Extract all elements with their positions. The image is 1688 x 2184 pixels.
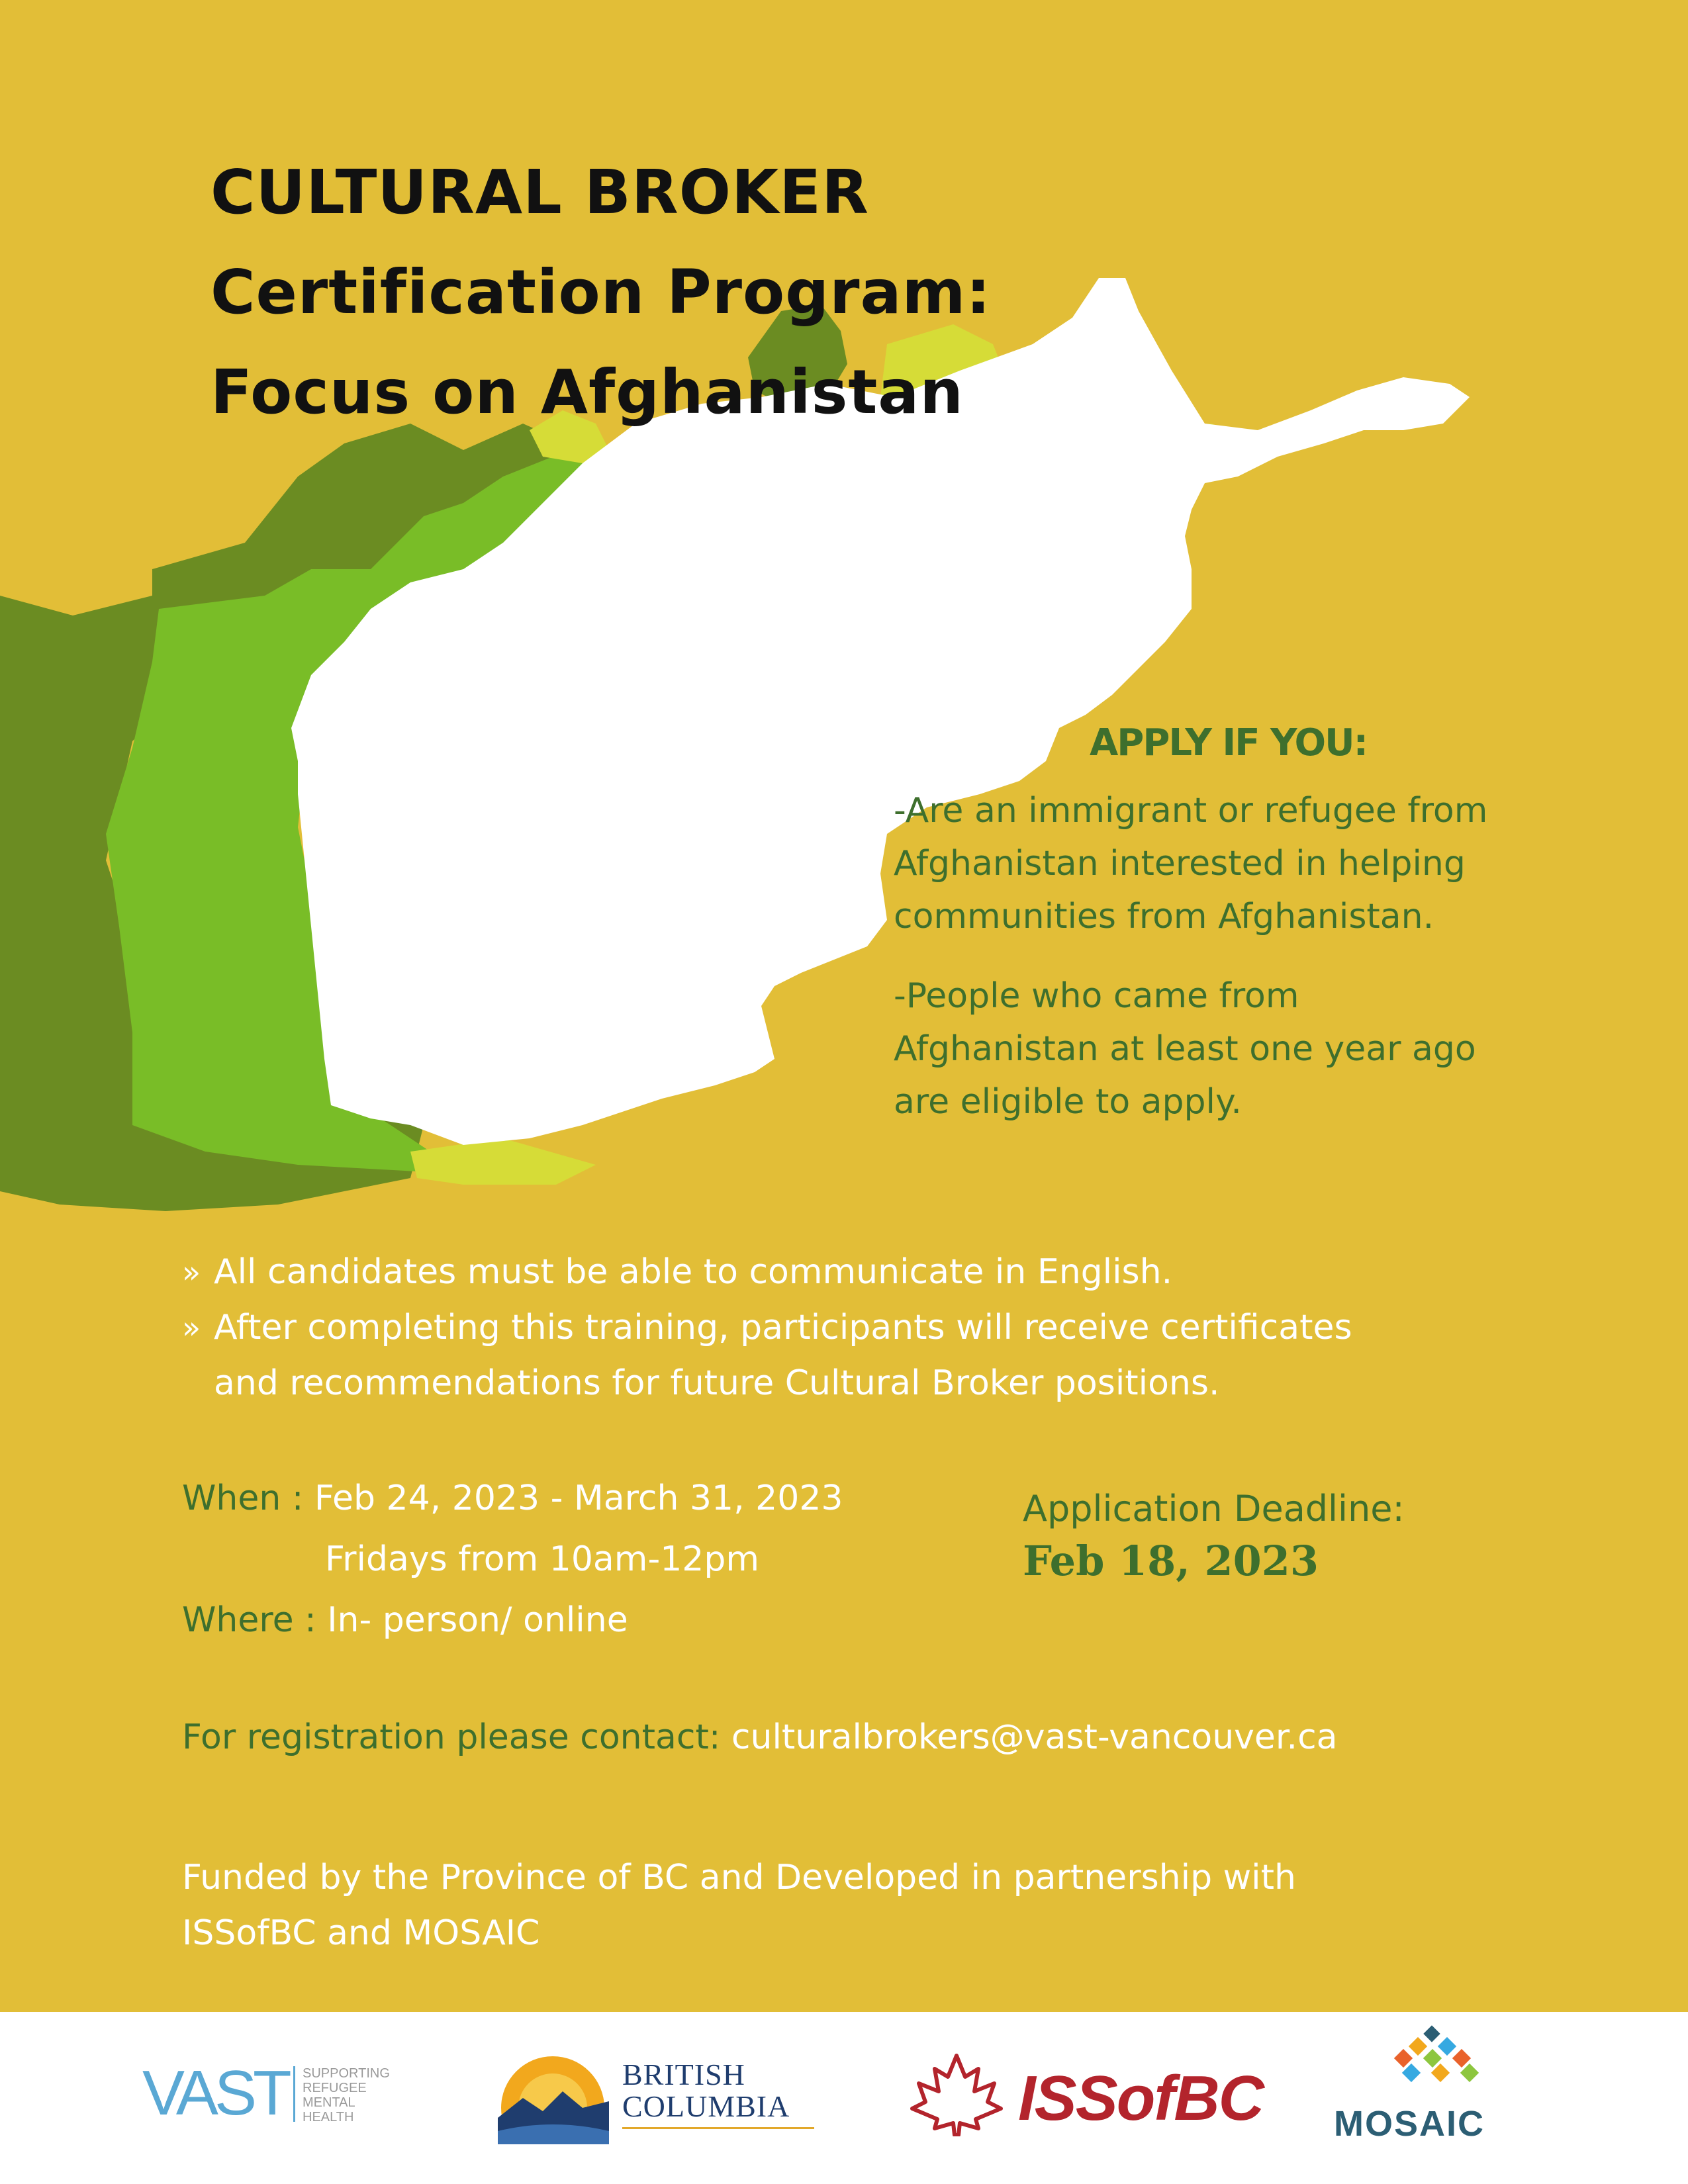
title-line-2: Certification Program: [211,257,992,328]
vast-tagline-line-1: SUPPORTING [303,2066,390,2081]
requirements-list [182,1244,1539,1411]
map-region-south-yellow [410,1138,596,1185]
bc-logo-line-2: COLUMBIA [622,2089,790,2123]
schedule-block [182,1468,843,1651]
requirement-text-2-line-2: and recommendations for future Cultural Broker positions. [214,1363,1220,1403]
apply-item-1-line-1: -Are an immigrant or refugee from [894,791,1488,831]
funding-line-1: Funded by the Province of BC and Developed in partnership with [182,1858,1296,1897]
vast-tagline-line-2: REFUGEE [303,2081,367,2095]
contact-email[interactable]: culturalbrokers@vast-vancouver.ca [731,1717,1338,1757]
apply-item-2 [894,970,1575,1128]
requirement-text-2-line-1: After completing this training, participants will receive certificates [214,1308,1352,1347]
title-line-1: CULTURAL BROKER [211,157,869,228]
mosaic-logo [1324,2019,1549,2151]
bullet-arrow-icon: » [182,1310,201,1345]
funding-note [182,1850,1506,1961]
title-line-3: Focus on Afghanistan [211,357,964,428]
when-time: Fridays from 10am-12pm [325,1539,760,1579]
where-row [182,1590,843,1651]
bc-logo-line-1: BRITISH [622,2058,745,2091]
vast-logo [142,2057,420,2130]
page-title [211,142,991,442]
vast-logo-divider [293,2066,295,2122]
when-time-row [182,1529,843,1590]
vast-tagline-line-3: MENTAL [303,2095,355,2110]
when-value: Feb 24, 2023 - March 31, 2023 [314,1479,843,1518]
mosaic-wordmark: MOSAIC [1334,2104,1485,2144]
vast-tagline-line-4: HEALTH [303,2110,354,2124]
british-columbia-logo [490,2045,821,2144]
mosaic-pattern-icon [1370,2025,1503,2111]
when-label: When : [182,1479,304,1518]
apply-item-2-line-2: Afghanistan at least one year ago [894,1029,1476,1069]
issofbc-logo [907,2050,1263,2136]
requirement-text-2 [214,1300,1352,1411]
deadline-label: Application Deadline: [1023,1488,1405,1529]
apply-heading: APPLY IF YOU: [1089,721,1367,764]
where-label: Where : [182,1600,316,1640]
contact-label: For registration please contact: [182,1717,721,1757]
apply-item-1-line-3: communities from Afghanistan. [894,897,1434,936]
contact-line [182,1717,1338,1757]
deadline-date: Feb 18, 2023 [1023,1537,1319,1585]
apply-item-2-line-1: -People who came from [894,976,1299,1016]
issofbc-wordmark: ISSofBC [1018,2063,1263,2134]
maple-leaf-icon [907,2050,1006,2136]
requirement-text-1: All candidates must be able to communicate in English. [214,1252,1173,1292]
apply-item-1 [894,784,1575,943]
requirement-item-2 [182,1300,1539,1411]
vast-logo-tagline [303,2066,390,2124]
apply-item-1-line-2: Afghanistan interested in helping [894,844,1466,884]
where-value: In- person/ online [327,1600,628,1640]
vast-logo-wordmark: VAST [142,2058,288,2128]
when-row [182,1468,843,1529]
bc-sun-mountain-icon [490,2045,616,2144]
bc-logo-underline [622,2127,814,2129]
bullet-arrow-icon: » [182,1254,201,1290]
funding-line-2: ISSofBC and MOSAIC [182,1913,540,1953]
requirement-item-1 [182,1244,1539,1300]
apply-item-2-line-3: are eligible to apply. [894,1082,1242,1122]
